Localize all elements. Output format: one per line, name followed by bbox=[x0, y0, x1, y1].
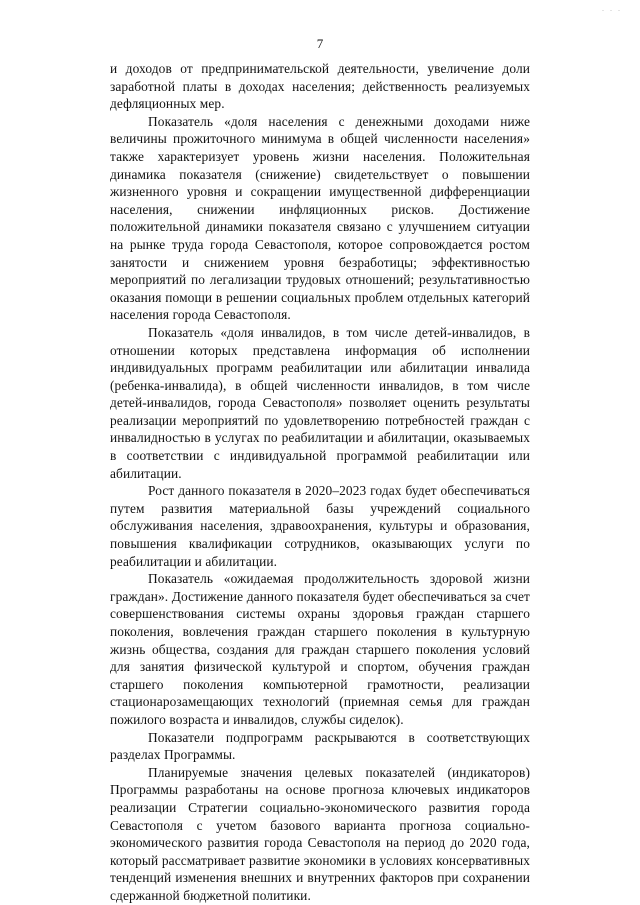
page-number: 7 bbox=[316, 36, 324, 51]
scan-artifact: . . . bbox=[602, 4, 622, 13]
paragraph-subprogram-indicators: Показатели подпрограмм раскрываются в соответствующих разделах Программы. bbox=[110, 729, 530, 763]
paragraph-healthy-life-expectancy: Показатель «ожидаемая продолжительность здоровой жизни граждан». Достижение данного показателя будет обеспечиваться за счет совершенствования системы охраны здоровья граждан старшего поколения, вовлечения граждан старшего поколения в культурную жизнь общества, создания для граждан старшего поколения условий для занятия физической культурой и спортом, обучения граждан старшего поколения компьютерной грамотности, реализации стационарозамещающих технологий (приемная семья для граждан пожилого возраста и инвалидов, службы сиделок). bbox=[110, 571, 530, 727]
paragraph-planned-values: Планируемые значения целевых показателей (индикаторов) Программы разработаны на основе прогноза ключевых индикаторов реализации Стратегии социально-экономического развития города Севастополя с учетом базового варианта прогноза социально-экономического развития города Севастополя на период до 2020 года, который рассматривает развитие экономики в условиях консервативных тенденций изменения внешних и внутренних факторов при сохранении сдержанной бюджетной политики. bbox=[110, 764, 530, 903]
document-body bbox=[110, 60, 530, 905]
paragraph-indicator-growth: Рост данного показателя в 2020–2023 годах будет обеспечиваться путем развития материальной базы учреждений социального обслуживания населения, здравоохранения, культуры и образования, повышения квалификации сотрудников, оказывающих услуги по реабилитации и абилитации. bbox=[110, 483, 530, 569]
paragraph-poverty-indicator: Показатель «доля населения с денежными доходами ниже величины прожиточного минимума в общей численности населения» также характеризует уровень жизни населения. Положительная динамика показателя (снижение) свидетельствует о повышении жизненного уровня и сокращении имущественной дифференциации населения, снижении инфляционных рисков. Достижение положительной динамики показателя связано с улучшением ситуации на рынке труда города Севастополя, которое сопровождается ростом занятости и снижением уровня безработицы; эффективностью мероприятий по легализации трудовых отношений; результативностью оказания помощи в решении социальных проблем отдельных категорий населения города Севастополя. bbox=[110, 113, 530, 323]
paragraph-disabled-indicator: Показатель «доля инвалидов, в том числе детей-инвалидов, в отношении которых представлена информация об исполнении индивидуальных программ реабилитации или абилитации инвалида (ребенка-инвалида), в общей численности инвалидов, в том числе детей-инвалидов, города Севастополя» позволяет оценить результаты реализации мероприятий по удовлетворению потребностей граждан с инвалидностью в услугах по реабилитации и абилитации, оказываемых в соответствии с индивидуальной программой реабилитации или абилитации. bbox=[110, 324, 530, 481]
paragraph-income-continuation: и доходов от предпринимательской деятельности, увеличение доли заработной платы в доходах населения; действенность реализуемых дефляционных мер. bbox=[110, 61, 530, 112]
